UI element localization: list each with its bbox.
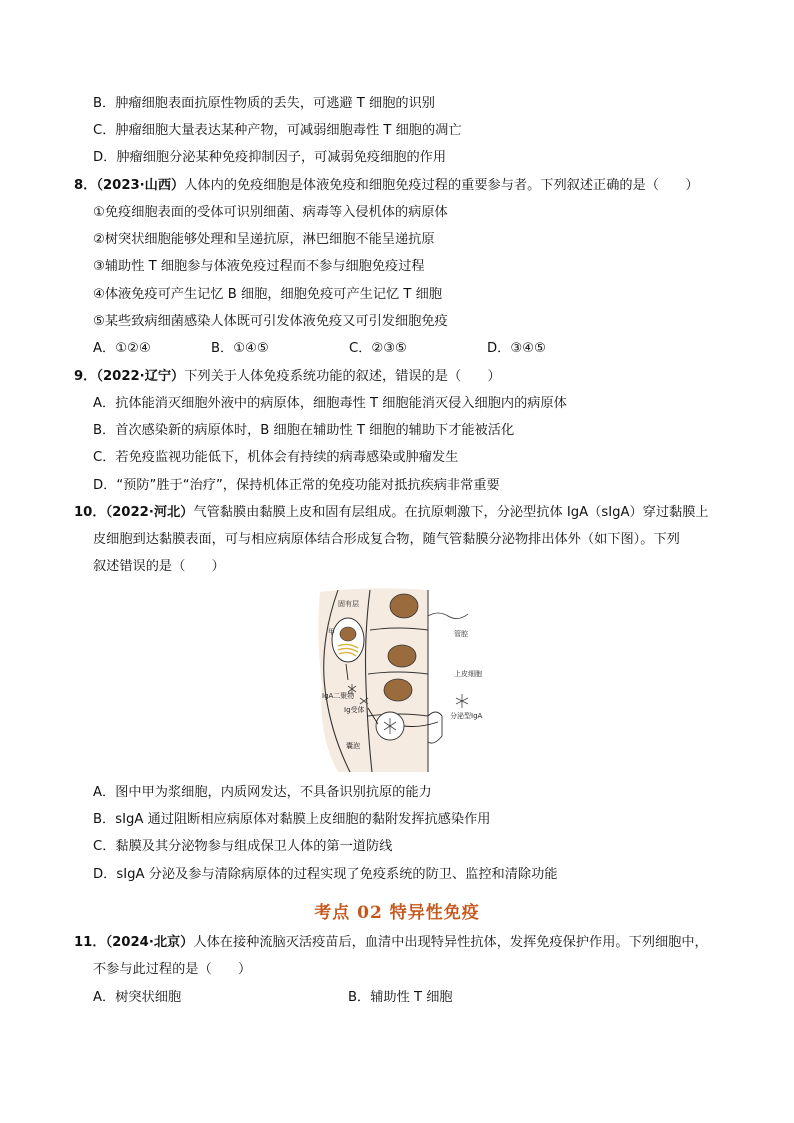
question-source: （2024·北京）	[105, 935, 194, 950]
option-a: A．树突状细胞	[93, 990, 182, 1005]
question-text-continued: 皮细胞到达黏膜表面，可与相应病原体结合形成复合物，随气管黏膜分泌物排出体外（如下图）。下列	[93, 532, 680, 547]
question-source: （2022·辽宁）	[96, 369, 185, 384]
label-vesicle: 囊泡	[346, 742, 360, 750]
option-c: C．黏膜及其分泌物参与组成保卫人体的第一道防线	[93, 839, 393, 854]
option-a: A．图中甲为浆细胞，内质网发达，不具备识别抗原的能力	[93, 785, 432, 800]
label-ig-receptor: Ig受体	[344, 706, 365, 714]
prev-option-c: C．肿瘤细胞大量表达某种产物，可减弱细胞毒性 T 细胞的凋亡	[93, 123, 462, 138]
question-text: 人体内的免疫细胞是体液免疫和细胞免疫过程的重要参与者。下列叙述正确的是（ ）	[184, 178, 699, 193]
statement-item: ④体液免疫可产生记忆 B 细胞，细胞免疫可产生记忆 T 细胞	[93, 287, 443, 302]
question-10-stem	[74, 504, 709, 522]
question-text: 气管黏膜由黏膜上皮和固有层组成。在抗原刺激下，分泌型抗体 IgA（sIgA）穿过黏膜上	[193, 505, 709, 520]
option-b: B．辅助性 T 细胞	[348, 990, 453, 1005]
label-iga-dimer: IgA二聚物	[322, 692, 355, 700]
question-number: 11．	[74, 935, 106, 950]
question-text-continued: 不参与此过程的是（ ）	[93, 962, 252, 977]
question-number: 8．	[74, 178, 97, 193]
option-c: C．②③⑤	[349, 341, 407, 356]
prev-option-b: B．肿瘤细胞表面抗原性物质的丢失，可逃避 T 细胞的识别	[93, 96, 435, 111]
option-b: B．首次感染新的病原体时，B 细胞在辅助性 T 细胞的辅助下才能被活化	[93, 423, 515, 438]
secreted-iga	[456, 694, 468, 708]
statement-item: ②树突状细胞能够处理和呈递抗原，淋巴细胞不能呈递抗原	[93, 232, 435, 247]
option-b: B．sIgA 通过阻断相应病原体对黏膜上皮细胞的黏附发挥抗感染作用	[93, 812, 491, 827]
label-lamina: 固有层	[338, 600, 359, 608]
nucleus	[388, 645, 416, 667]
option-d: D．“预防”胜于“治疗”，保持机体正常的免疫功能对抵抗疾病非常重要	[93, 478, 500, 493]
label-jia: 甲	[328, 628, 335, 636]
option-b: B．①④⑤	[211, 341, 269, 356]
label-epithelial-cell: 上皮细胞	[454, 670, 482, 678]
nucleus	[384, 679, 412, 701]
exocytosis-pocket	[428, 712, 442, 743]
option-a: A．抗体能消灭细胞外液中的病原体，细胞毒性 T 细胞能消灭侵入细胞内的病原体	[93, 396, 567, 411]
question-11-stem	[74, 934, 708, 952]
section-title: 考点 02 特异性免疫	[314, 903, 480, 923]
statement-item: ⑤某些致病细菌感染人体既可引发体液免疫又可引发细胞免疫	[93, 314, 448, 329]
option-d: D．sIgA 分泌及参与清除病原体的过程实现了免疫系统的防卫、监控和清除功能	[93, 867, 558, 882]
statement-item: ①免疫细胞表面的受体可识别细菌、病毒等入侵机体的病原体	[93, 205, 448, 220]
question-number: 9．	[74, 369, 97, 384]
option-c: C．若免疫监视功能低下，机体会有持续的病毒感染或肿瘤发生	[93, 450, 459, 465]
label-lumen: 管腔	[454, 630, 468, 638]
question-number: 10．	[74, 505, 106, 520]
option-d: D．③④⑤	[487, 341, 546, 356]
question-text: 下列关于人体免疫系统功能的叙述，错误的是（ ）	[184, 369, 501, 384]
prev-option-d: D．肿瘤细胞分泌某种免疫抑制因子，可减弱免疫细胞的作用	[93, 150, 447, 165]
question-text: 人体在接种流脑灭活疫苗后，血清中出现特异性抗体，发挥免疫保护作用。下列细胞中，	[193, 935, 708, 950]
plasma-cell-nucleus	[340, 627, 356, 641]
nucleus	[390, 594, 418, 618]
question-9-stem	[74, 368, 501, 386]
microvilli	[428, 613, 468, 619]
question-source: （2022·河北）	[105, 505, 194, 520]
label-secretory-iga: 分泌型IgA	[450, 712, 483, 720]
question-8-stem	[74, 177, 699, 195]
mucosa-diagram	[308, 586, 508, 772]
question-source: （2023·山西）	[96, 178, 185, 193]
question-text-continued: 叙述错误的是（ ）	[93, 559, 225, 574]
option-a: A．①②④	[93, 341, 151, 356]
statement-item: ③辅助性 T 细胞参与体液免疫过程而不参与细胞免疫过程	[93, 259, 425, 274]
